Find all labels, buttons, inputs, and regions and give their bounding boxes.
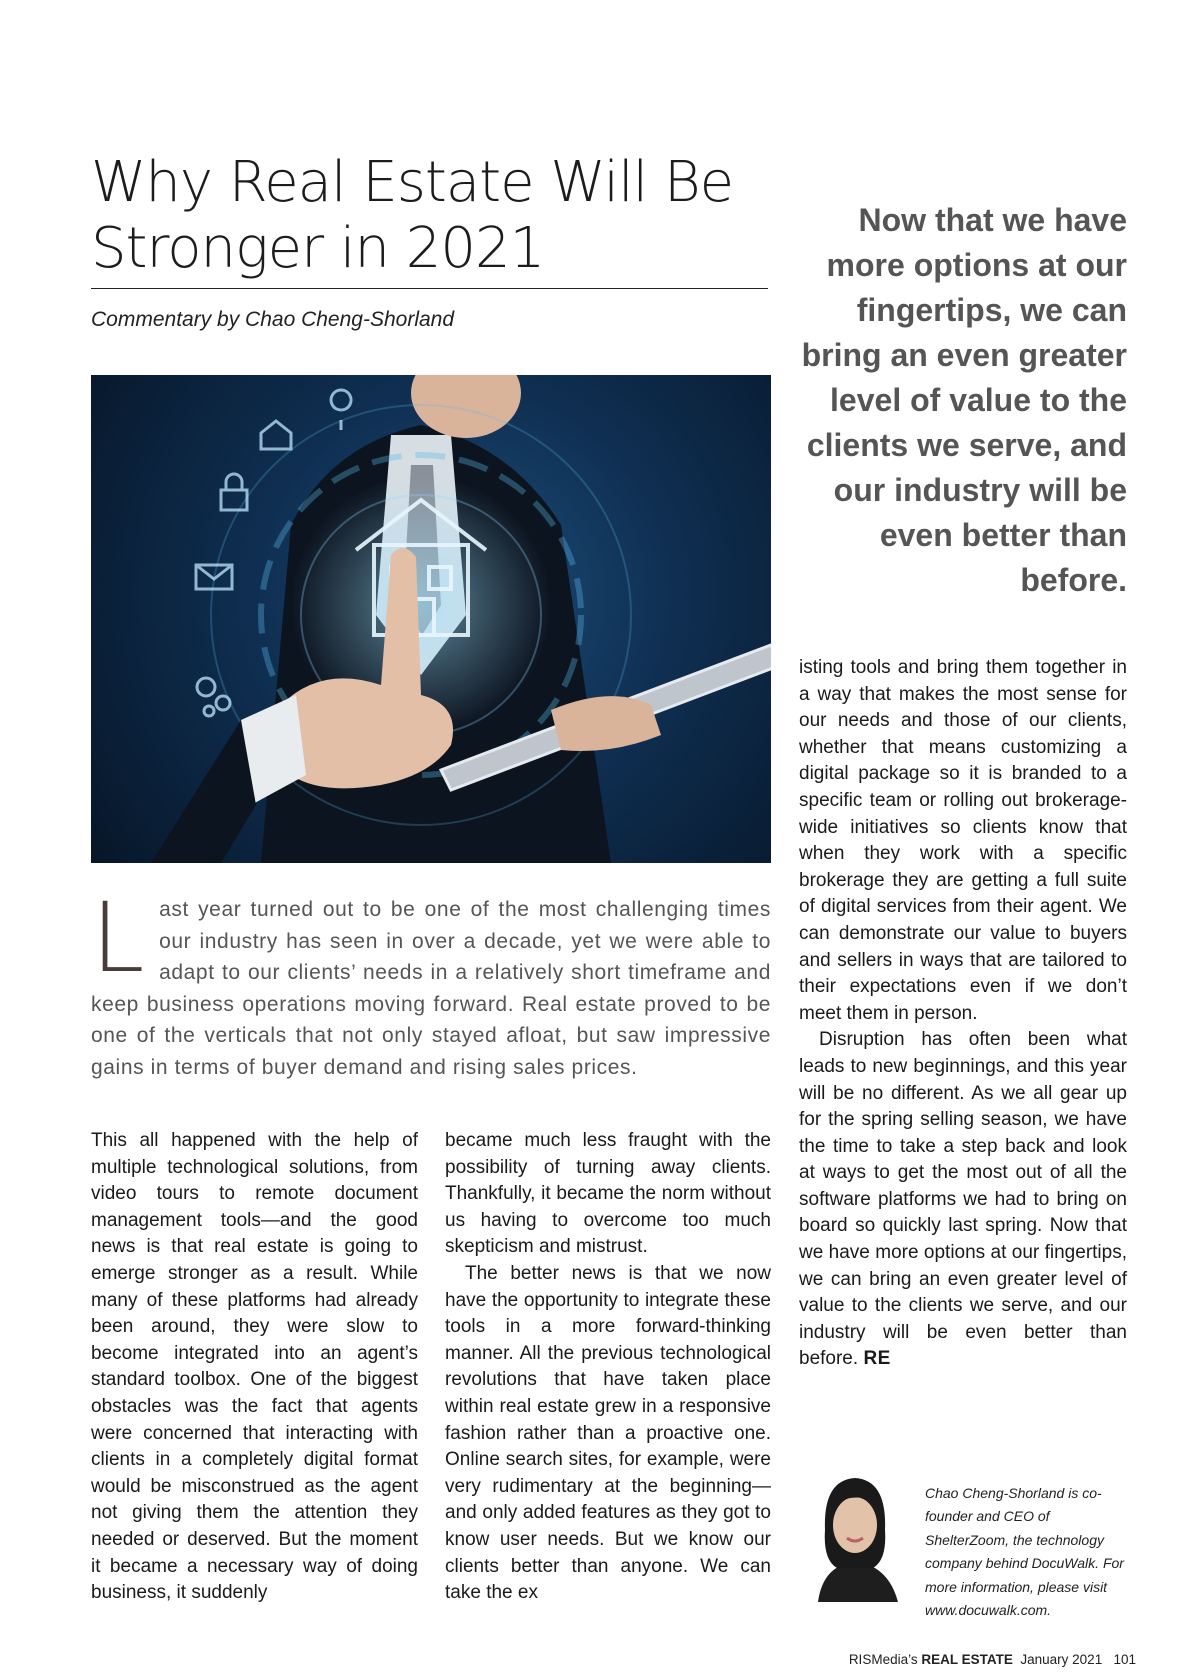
drop-cap: L	[91, 882, 146, 994]
hero-image	[91, 375, 771, 863]
body-column-2	[445, 1128, 771, 1607]
article-title	[91, 150, 791, 282]
gear-icon	[197, 678, 215, 696]
sleeve	[151, 720, 256, 863]
pull-quote: Now that we have more options at our fingertips, we can bring an even greater level of value to the clients we serve, and our industry will be even better than before.	[801, 202, 1127, 598]
paragraph-text: Disruption has often been what leads to new beginnings, and this year will be no different. As we all gear up for the spring selling season, we have the time to take a step back and look at ways to get the most out of all the software platforms we had to bring on board so quickly last spring. Now that we have more options at our fingertips, we can bring an even greater level of value to the clients we serve, and our industry will be even better than before.	[799, 1029, 1127, 1370]
end-mark: RE	[863, 1348, 891, 1370]
house-outline-icon	[261, 421, 291, 449]
issue-date: January 2021	[1020, 1652, 1103, 1667]
lede-paragraph	[91, 882, 771, 1083]
page-number: 101	[1113, 1652, 1136, 1667]
body-column-1	[91, 1128, 418, 1607]
paragraph: became much less fraught with the possibility of turning away clients. Thankfully, it became the norm without us having to overcome too much skepticism and mistrust.	[445, 1130, 771, 1258]
lock-icon	[221, 490, 247, 510]
holding-hand	[551, 696, 661, 751]
paragraph	[799, 1027, 1127, 1373]
paragraph: This all happened with the help of multiple technological solutions, from video tours to remote document management tools—and the good news is that real estate is going to emerge stronger as a result. While many of these platforms had already been around, they were slow to become integrated into an agent’s standard toolbox. One of the biggest obstacles was the fact that agents were concerned that interacting with clients in a completely digital format would be misconstrued as the agent not giving them the attention they needed or deserved. But the moment it became a necessary way of doing business, it suddenly	[91, 1130, 418, 1604]
hero-illustration	[91, 375, 771, 863]
title-rule	[91, 288, 768, 289]
page-footer	[849, 1652, 1136, 1667]
title-line-2: Stronger in 2021	[91, 216, 545, 281]
paragraph: isting tools and bring them together in a way that makes the most sense for our needs and those of our clients, whether that means customizing a digital package so it is branded to a specific team or rolling out brokerage-wide initiatives so clients know that when they work with a specific brokerage they are getting a full suite of digital services from their agent. We can demonstrate our value to buyers and sellers in ways that are tailored to their expectations even if we don’t meet them in person.	[799, 657, 1127, 1024]
title-line-1: Why Real Estate Will Be	[91, 150, 734, 215]
publication-prefix: RISMedia’s	[848, 1652, 918, 1667]
body-column-3	[799, 655, 1127, 1373]
lede-text: ast year turned out to be one of the most challenging times our industry has seen in over a decade, yet we were able to adapt to our clients’ needs in a relatively short timeframe and keep business operations moving forward. Real estate proved to be one of the verticals that not only stayed afloat, but saw impressive gains in terms of buyer demand and rising sales prices.	[91, 898, 771, 1079]
publication-name: REAL ESTATE	[921, 1652, 1013, 1667]
paragraph: The better news is that we now have the opportunity to integrate these tools in a more forward-thinking manner. All the previous technological revolutions that have taken place within real estate grew in a responsive fashion rather than a proactive one. Online search sites, for example, were very rudimentary at the beginning—and only added features as they got to know user needs. But we know our clients better than anyone. We can take the ex	[445, 1262, 771, 1604]
author-bio: Chao Cheng-Shorland is co-founder and CEO of ShelterZoom, the technology company behind DocuWalk. For more information, please visit www.docuwalk.com.	[925, 1485, 1124, 1619]
author-photo	[803, 1470, 906, 1602]
byline: Commentary by Chao Cheng-Shorland	[91, 308, 455, 331]
